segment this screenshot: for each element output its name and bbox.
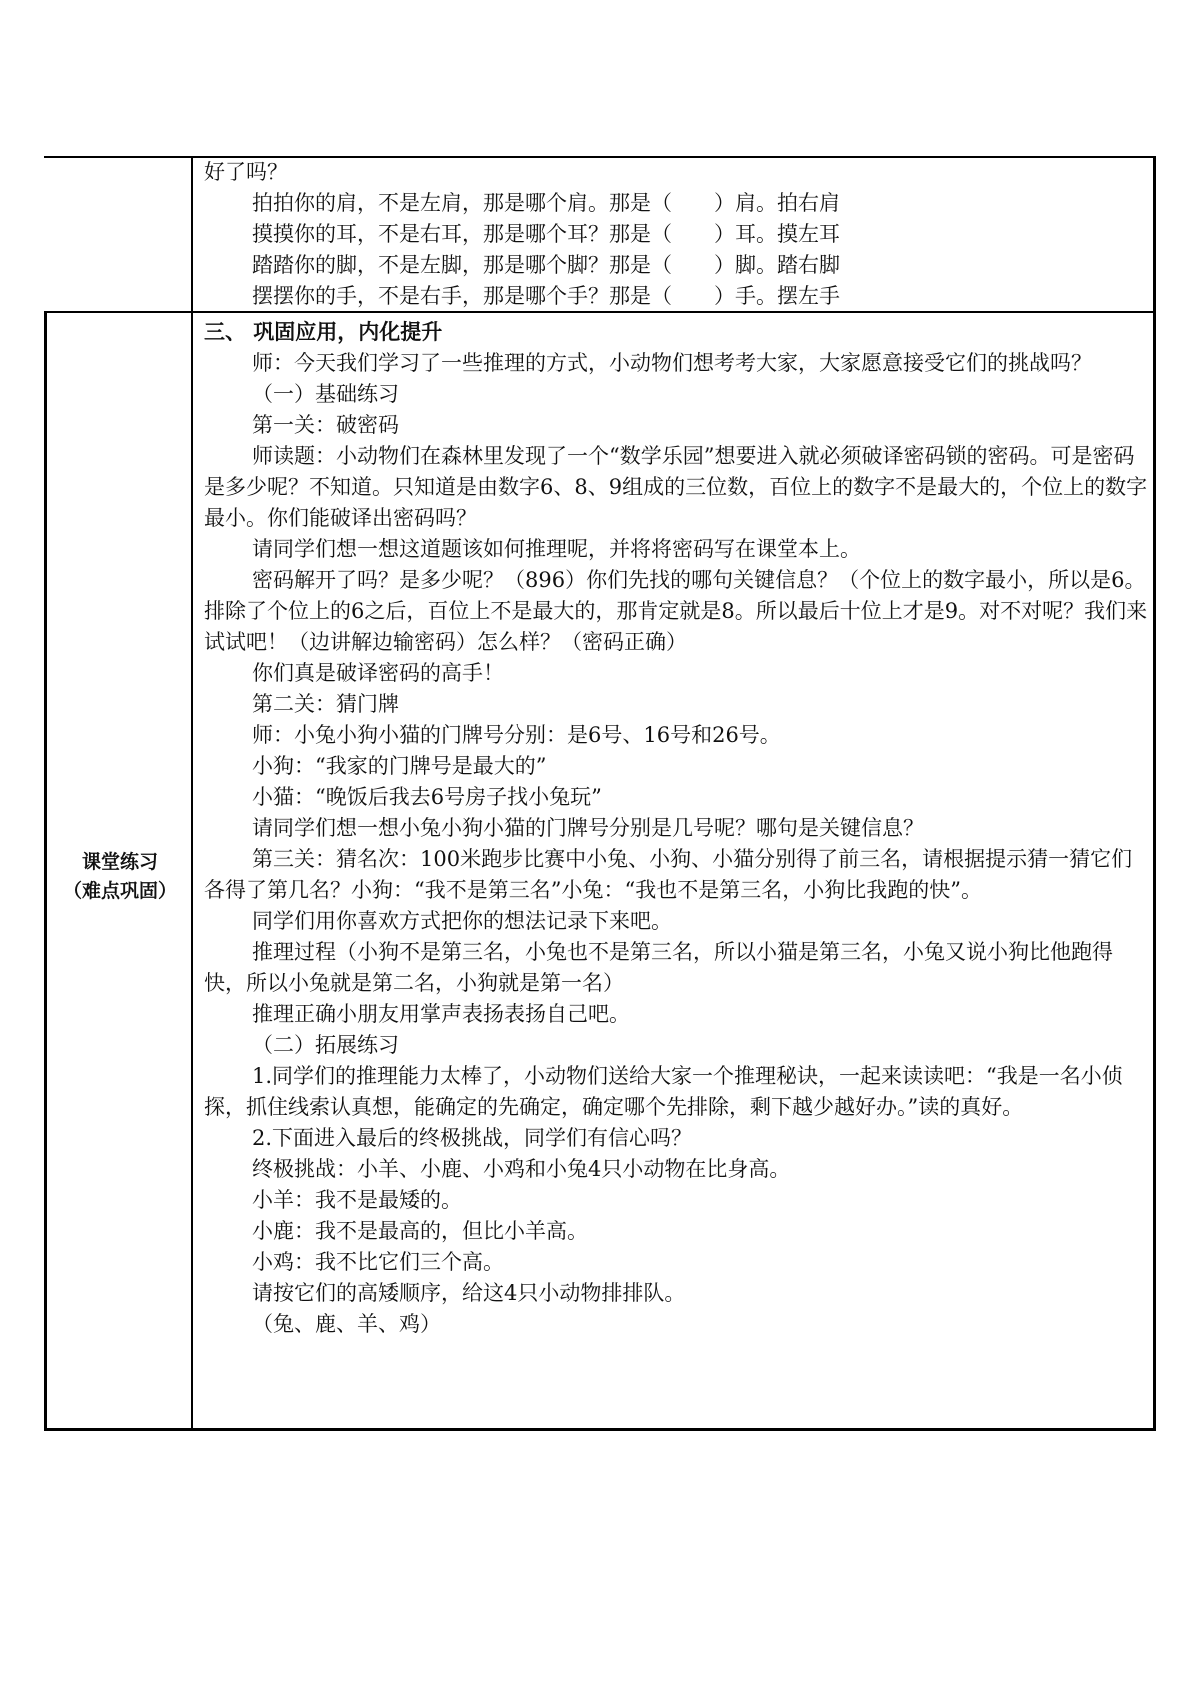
paragraph: 密码解开了吗？是多少呢？（896）你们先找的哪句关键信息？（个位上的数字最小，所以是6。排除了个位上的6之后，百位上不是最大的，那肯定就是8。所以最后十位上才是9。对不对呢？我们来试试吧！（边讲解边输密码）怎么样？（密码正确）	[204, 568, 1148, 654]
paragraph: 师读题：小动物们在森林里发现了一个“数学乐园”想要进入就必须破译密码锁的密码。可是密码是多少呢？不知道。只知道是由数字6、8、9组成的三位数，百位上的数字不是最大的，个位上的数字最小。你们能破译出密码吗？	[204, 444, 1148, 530]
paragraph: 2.下面进入最后的终极挑战，同学们有信心吗？	[252, 1126, 693, 1150]
row2-label	[47, 848, 193, 906]
paragraph: 终极挑战：小羊、小鹿、小鸡和小兔4只小动物在比身高。	[252, 1157, 791, 1181]
paragraph: 小猫：“晚饭后我去6号房子找小兔玩”	[252, 785, 602, 809]
paragraph: （二）拓展练习	[252, 1033, 399, 1057]
paragraph: 请同学们想一想小兔小狗小猫的门牌号分别是几号呢？哪句是关键信息？	[252, 816, 924, 840]
paragraph: 请同学们想一想这道题该如何推理呢，并将将密码写在课堂本上。	[252, 537, 861, 561]
row1-content	[204, 157, 1148, 312]
paragraph: 师：小兔小狗小猫的门牌号分别：是6号、16号和26号。	[252, 723, 781, 747]
table-right-border	[1153, 156, 1156, 1431]
paragraph: 你们真是破译密码的高手！	[252, 661, 504, 685]
section-title: 三、 巩固应用，内化提升	[204, 320, 443, 344]
paragraph: 同学们用你喜欢方式把你的想法记录下来吧。	[252, 909, 672, 933]
paragraph: （兔、鹿、羊、鸡）	[252, 1312, 441, 1336]
paragraph: 第一关：破密码	[252, 413, 399, 437]
row1-line: 踏踏你的脚，不是左脚，那是哪个脚？那是（ ）脚。踏右脚	[252, 253, 840, 277]
row2-label-line1: 课堂练习	[81, 851, 158, 873]
row1-line: 拍拍你的肩，不是左肩，那是哪个肩。那是（ ）肩。拍右肩	[252, 191, 840, 215]
row1-line: 好了吗？	[204, 160, 288, 184]
paragraph: 小羊：我不是最矮的。	[252, 1188, 462, 1212]
paragraph: 小鹿：我不是最高的，但比小羊高。	[252, 1219, 588, 1243]
paragraph: 小鸡：我不比它们三个高。	[252, 1250, 504, 1274]
row1-line: 摸摸你的耳，不是右耳，那是哪个耳？那是（ ）耳。摸左耳	[252, 222, 840, 246]
paragraph: 推理正确小朋友用掌声表扬表扬自己吧。	[252, 1002, 630, 1026]
paragraph: 推理过程（小狗不是第三名，小兔也不是第三名，所以小猫是第三名，小兔又说小狗比他跑得快，所以小兔就是第二名，小狗就是第一名）	[204, 940, 1113, 995]
paragraph: 1.同学们的推理能力太棒了，小动物们送给大家一个推理秘诀，一起来读读吧：“我是一名小侦探，抓住线索认真想，能确定的先确定，确定哪个先排除，剩下越少越好办。”读的真好。	[204, 1064, 1123, 1119]
paragraph: 师：今天我们学习了一些推理的方式，小动物们想考考大家，大家愿意接受它们的挑战吗？	[252, 351, 1092, 375]
row2-label-line2: （难点巩固）	[62, 880, 177, 902]
paragraph: 请按它们的高矮顺序，给这4只小动物排排队。	[252, 1281, 686, 1305]
paragraph: （一）基础练习	[252, 382, 399, 406]
table-column-divider	[191, 156, 193, 1431]
paragraph: 小狗：“我家的门牌号是最大的”	[252, 754, 547, 778]
row1-line: 摆摆你的手，不是右手，那是哪个手？那是（ ）手。摆左手	[252, 284, 840, 308]
row2-content	[204, 317, 1148, 1340]
paragraph: 第三关：猜名次：100米跑步比赛中小兔、小狗、小猫分别得了前三名，请根据提示猜一猜它们各得了第几名？小狗：“我不是第三名”小兔：“我也不是第三名，小狗比我跑的快”。	[204, 847, 1133, 902]
table-bottom-border	[44, 1428, 1156, 1431]
paragraph: 第二关：猜门牌	[252, 692, 399, 716]
